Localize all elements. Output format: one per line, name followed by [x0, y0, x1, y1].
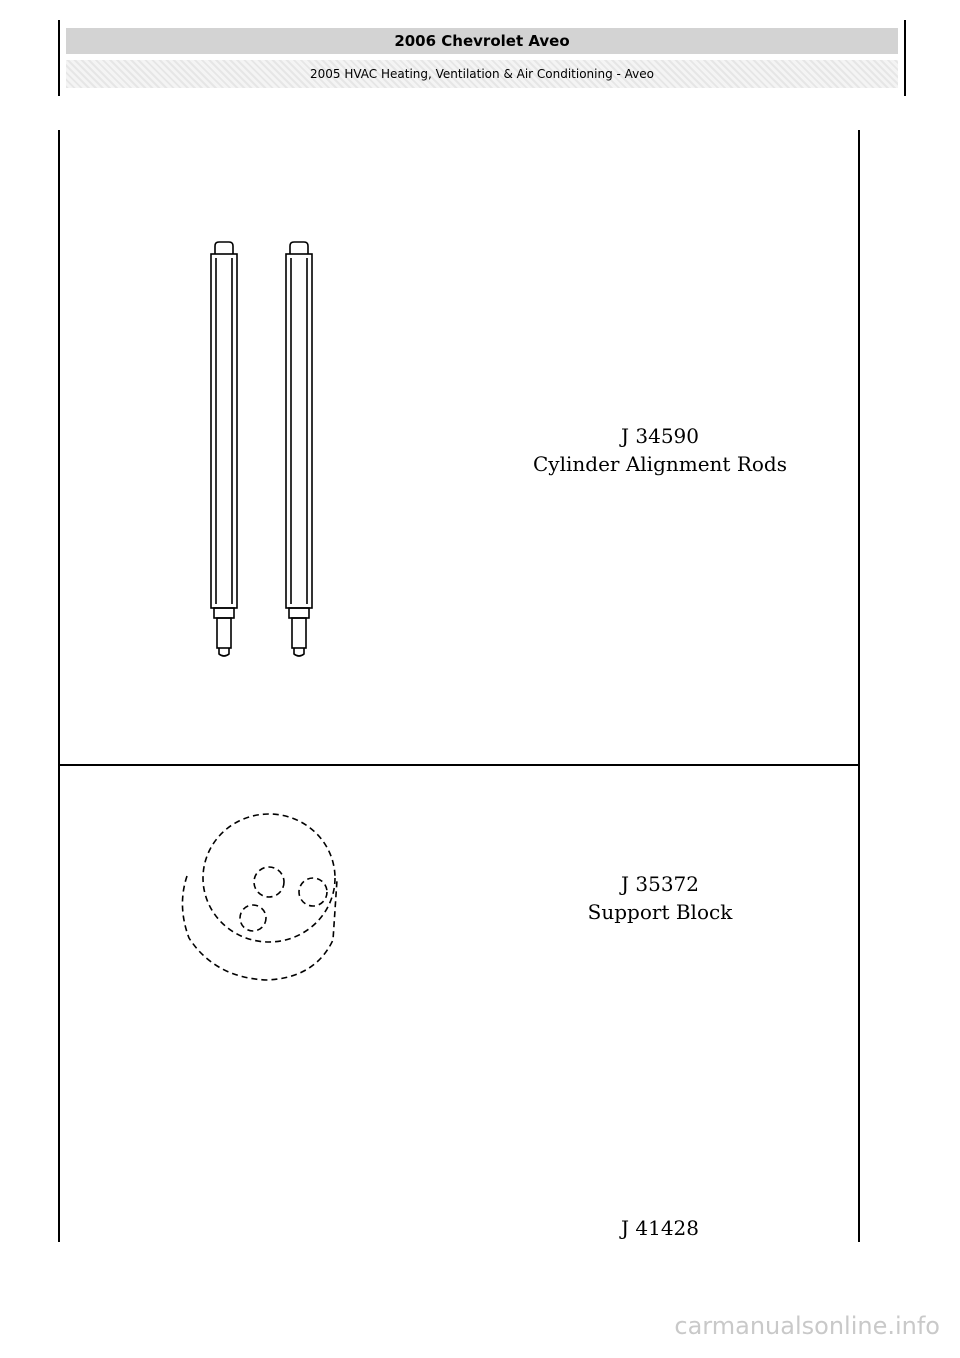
tool-name: Support Block — [587, 900, 733, 924]
tool-label-support-block — [490, 870, 830, 926]
table-row-divider — [60, 764, 858, 766]
tool-name: Cylinder Alignment Rods — [533, 452, 787, 476]
document-subtitle: 2005 HVAC Heating, Ventilation & Air Conditioning - Aveo — [66, 60, 898, 88]
document-title: 2006 Chevrolet Aveo — [66, 28, 898, 54]
tool-label-j41428 — [490, 1214, 830, 1242]
site-watermark: carmanualsonline.info — [674, 1312, 940, 1340]
tool-label-cylinder-alignment-rods — [490, 422, 830, 478]
page-header — [58, 20, 906, 96]
special-tools-table — [58, 130, 860, 1242]
support-block-drawing — [175, 810, 355, 990]
tool-number: J 35372 — [621, 872, 699, 896]
tool-number: J 34590 — [621, 424, 699, 448]
alignment-rods-drawing — [200, 238, 340, 668]
tool-number: J 41428 — [621, 1216, 699, 1240]
